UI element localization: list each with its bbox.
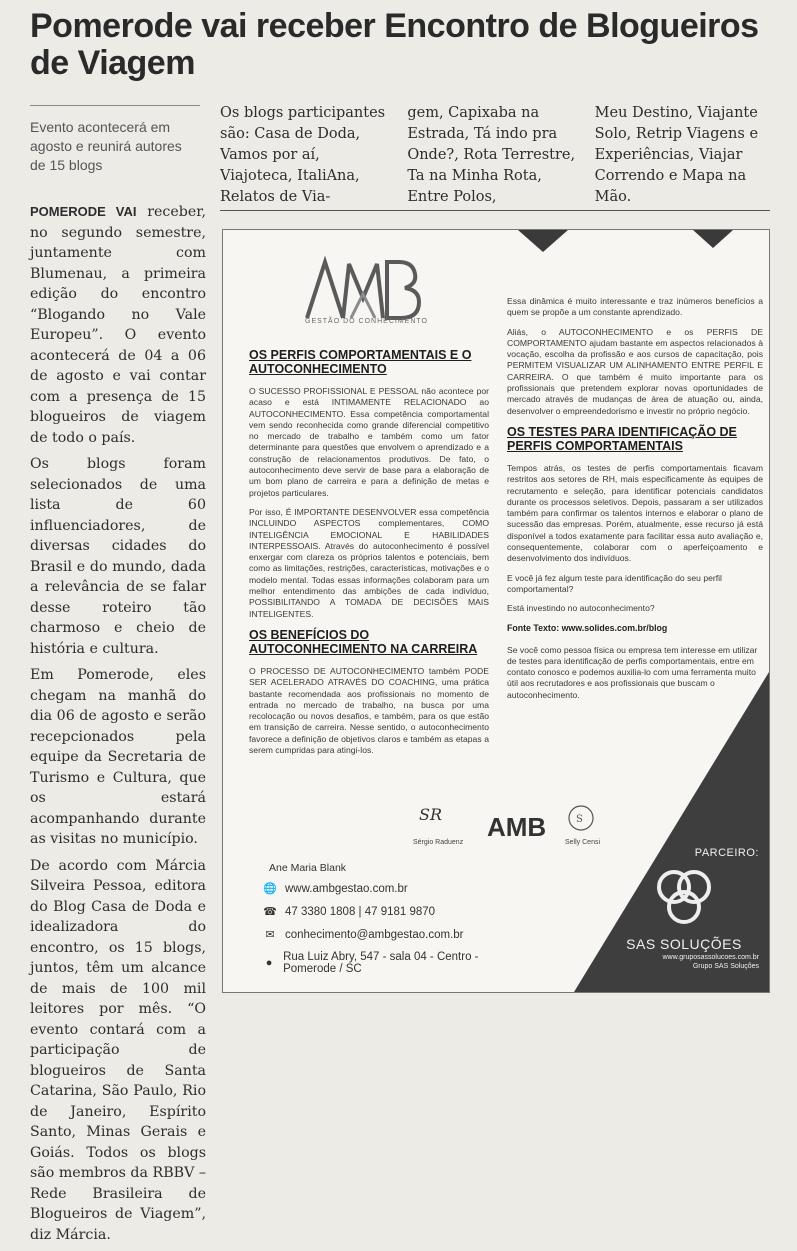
partner-facebook: Grupo SAS Soluções — [692, 963, 759, 970]
source-credit: Fonte Texto: www.solides.com.br/blog — [507, 622, 668, 633]
contact-email-row — [263, 928, 523, 941]
selly-censi-label: Selly Censi — [565, 839, 601, 846]
question-1: E você já fez algum teste para identificação do seu perfil comportamental? — [507, 572, 722, 594]
svg-text:AMB: AMB — [487, 812, 547, 842]
right-paragraph-1: Essa dinâmica é muito interessante e traz inúmeros benefícios a quem se propõe a um constante aprendizado. — [507, 296, 763, 318]
contact-phones: 47 3380 1808 | 47 9181 9870 — [285, 905, 436, 918]
svg-text:SR: SR — [419, 805, 443, 824]
partner-block — [609, 847, 759, 970]
paragraph-1 — [30, 202, 206, 448]
globe-icon: 🌐 — [263, 883, 277, 895]
sergio-raduenz-label: Sérgio Raduenz — [413, 839, 464, 846]
article-body — [30, 202, 206, 1251]
article-headline: Pomerode vai receber Encontro de Blogueiros de Viagem — [30, 7, 759, 82]
contact-name: Ane Maria Blank — [269, 862, 347, 874]
section-title-perfis: OS PERFIS COMPORTAMENTAIS E O AUTOCONHECIMENTO — [249, 348, 472, 376]
advertisement-amb — [222, 229, 770, 993]
paragraph-4: De acordo com Márcia Silveira Pessoa, editora do Blog Casa de Doda e idealizadora do encontro, os 15 blogs, juntos, têm um alcance de mais de 100 mil leitores por mês. “O evento contará com a participação de blogueiros de Santa Catarina, São Paulo, Rio de Janeiro, Espírito Santo, Minas Gerais e Goiás. Todos os blogs são membros da RBBV – Rede Brasileira de Blogueiros de Viagem”, diz Márcia. — [30, 857, 206, 1243]
amb-logo-subtitle: GESTÃO DO CONHECIMENTO — [305, 318, 428, 325]
paragraph-3: Em Pomerode, eles chegam na manhã do dia 06 de agosto e serão recepcionados pela equipe da Secretaria de Turismo e Cultura, que os estará acompanhando durante as visitas no município. — [30, 667, 206, 847]
contact-block — [263, 862, 523, 985]
article-subhead: Evento acontecerá em agosto e reunirá autores de 15 blogs — [30, 119, 182, 173]
section-beneficios-p1: O PROCESSO DE AUTOCONHECIMENTO também PODE SER ACELERADO ATRAVÉS DO COACHING, uma prática bastante recomendada aos profissionais no momento de entrada no mercado de trabalho, na busca por uma recolocação ou novos desafios, e também, para os que estão em transição de carreira. Nesse sentido, o autoconhecimento favorece a definição de objetivos claros e também as etapas a serem cumpridas para atingi-los. — [249, 665, 489, 756]
partner-site: www.gruposassolucoes.com.br — [662, 954, 759, 961]
blog-list-column-1: Os blogs participantes são: Casa de Doda, Vamos por aí, Viajoteca, ItaliAna, Relatos de Via- — [220, 105, 386, 205]
partner-name: SAS SOLUÇÕES — [626, 936, 742, 952]
right-paragraph-2: Aliás, o AUTOCONHECIMENTO e os PERFIS DE COMPORTAMENTO ajudam bastante em aspectos relacionados à vocação, escolha da profissão e aos cursos de capacitação, pois PERMITEM VISUALIZAR UM ALINHAMENTO ENTRE PERFIL E CARREIRA. O que também é muito importante para os profissionais que pretendem explorar novas oportunidades de mercado através de mudanças de área de atuação ou, ainda, desenvolver o empreendedorismo e investir no próprio negócio. — [507, 326, 763, 416]
partner-label: PARCEIRO: — [694, 847, 759, 859]
location-pin-icon: ● — [265, 957, 273, 969]
contact-address: Rua Luiz Abry, 547 - sala 04 - Centro - Pomerode / SC — [283, 951, 479, 975]
paragraph-1-text: receber, no segundo semestre, juntamente com Blumenau, a primeira edição do encontro “Blogando no Vale Europeu”. O evento acontecerá de 04 a 06 de agosto e vai contar com a presença de 15 blogueiros de viagem de todo o país. — [30, 204, 206, 446]
section-perfis-p2: Por isso, É IMPORTANTE DESENVOLVER essa competência INCLUINDO ASPECTOS complementares, COMO INTELIGÊNCIA EMOCIONAL E HABILIDADES INTERPESSOAIS. Através do autoconhecimento é possível enxergar com clareza os próprios talentos e potenciais, bem como as limitações, restrições, características, motivações e o modelo mental. Todas essas informações colaboram para um melhor entendimento das ambições de cada indivíduo, POSSIBILITANDO A TOMADA DE DECISÕES MAIS INTELIGENTES. — [249, 506, 489, 619]
contact-website[interactable]: www.ambgestao.com.br — [285, 882, 408, 895]
blog-list-column-3: Meu Destino, Viajante Solo, Retrip Viagens e Experiências, Viajar Correndo e Mapa na Mão. — [594, 105, 759, 205]
section-title-beneficios: OS BENEFÍCIOS DO AUTOCONHECIMENTO NA CARREIRA — [249, 627, 478, 656]
svg-text:S: S — [576, 814, 583, 825]
question-2: Está investindo no autoconhecimento? — [507, 603, 655, 614]
blog-list-column-2: gem, Capixaba na Estrada, Tá indo pra Onde?, Rota Terrestre, Ta na Minha Rota, Entre Polos, — [407, 105, 576, 205]
sas-logo-icon — [649, 867, 719, 927]
partner-logos-row — [413, 800, 613, 860]
ad-right-column — [507, 296, 763, 709]
ad-left-column — [249, 348, 489, 764]
section-rule — [220, 210, 770, 211]
decor-triangle — [518, 230, 568, 252]
amb-logo-icon — [303, 254, 423, 324]
section-title-testes: OS TESTES PARA IDENTIFICAÇÃO DE PERFIS COMPORTAMENTAIS — [507, 424, 737, 453]
right-paragraph-3: Tempos atrás, os testes de perfis comportamentais ficavam restritos aos setores de RH, mais especificamente às equipes de recrutamento e seleção, para identificar potenciais candidatos durante os processos seletivos. Depois, passaram a ser utilizados também para confirmar os talentos internos e elaborar o plano de sucessão das empresas. Porém, atualmente, esse recurso já está disponível a todos exatamente para facilitar essa auto avaliação e, consequentemente, colaborar com o aperfeiçoamento e desenvolvimento dos indivíduos. — [507, 462, 763, 564]
decor-triangle — [693, 230, 733, 248]
subhead-rule — [30, 105, 200, 106]
blog-list-columns — [220, 103, 770, 208]
right-paragraph-4: Se você como pessoa física ou empresa tem interesse em utilizar de testes para identificação de perfis comportamentais, entre em contato conosco e podemos auxilia-lo com uma ferramenta muito útil aos recrutadores e aos profissionais que buscam o autoconhecimento. — [507, 644, 758, 700]
email-icon: ✉ — [265, 929, 275, 941]
contact-email[interactable]: conhecimento@ambgestao.com.br — [285, 928, 464, 941]
contact-website-row — [263, 882, 523, 895]
contact-phone-row — [263, 905, 523, 918]
phone-icon: ☎ — [263, 906, 277, 918]
contact-address-row — [263, 951, 523, 975]
paragraph-2: Os blogs foram selecionados de uma lista de 60 influenciadores, de diversas cidades do Brasil e do mundo, dada a relevância de se falar desse roteiro tão charmoso e cheio de história e cultura. — [30, 456, 206, 657]
section-perfis-p1: O SUCESSO PROFISSIONAL E PESSOAL não acontece por acaso e está INTIMAMENTE RELACIONADO ao AUTOCONHECIMENTO. Essa competência comportamental vem sendo reconhecida como grande diferencial competitivo no mercado de trabalho e também como um fator determinante para questões que envolvem o aprendizado e a construção de relacionamentos produtivos. De fato, o autoconhecimento deve servir de base para a elaboração de um bom plano de carreira e para a definição de metas e projetos particulares. — [249, 386, 489, 498]
lead-in: POMERODE VAI — [30, 204, 137, 219]
